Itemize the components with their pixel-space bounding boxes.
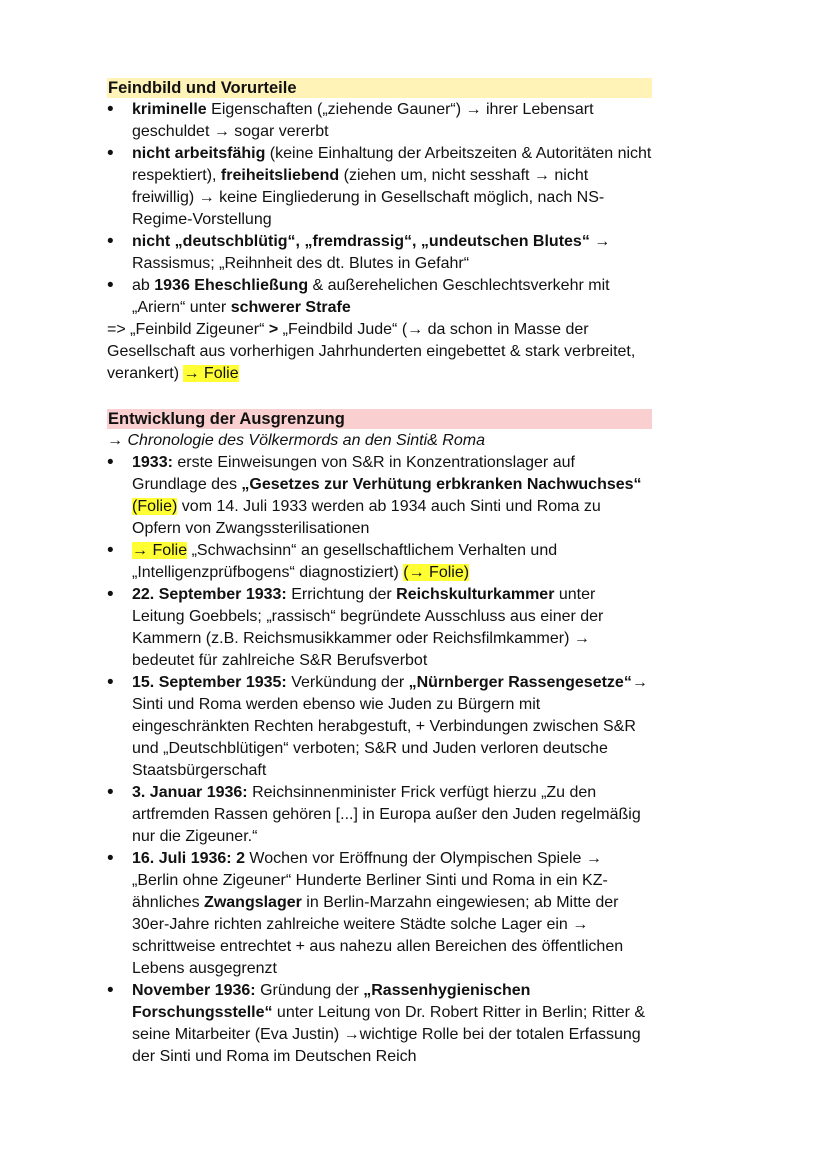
bold-text: 3. Januar 1936: (132, 784, 248, 801)
item-text: (ziehen um, nicht sesshaft → nicht freiwillig) → keine Eingliederung in Gesellschaft möglich, nach NS-Regime-Vorstellung (132, 167, 605, 228)
item-text: Errichtung der (286, 586, 397, 603)
item-text: in Berlin-Marzahn eingewiesen; ab Mitte der 30er-Jahre richten zahlreiche weitere Städte solche Lager ein → schrittweise entrechtet + aus nahezu allen Bereichen des öffentlichen Lebens ausgegrenzt (132, 894, 624, 977)
bold-text: freiheitsliebend (220, 167, 340, 184)
bold-text: schwerer Strafe (230, 299, 351, 316)
bold-text: > (268, 321, 279, 338)
bold-text: November 1936: (132, 982, 256, 999)
list-item (107, 980, 652, 1068)
bold-text: „Nürnberger Rassengesetze“ (408, 674, 632, 691)
list-item (107, 672, 652, 782)
highlight-folie: (Folie) (132, 498, 178, 515)
item-text: Wochen vor Eröffnung der Olympischen Spiele → „Berlin ohne Zigeuner“ Hunderte Berliner Sinti und Roma in ein KZ-ähnliches (132, 850, 608, 911)
item-text: Eigenschaften („ziehende Gauner“) → ihrer Lebensart geschuldet → sogar vererbt (132, 101, 594, 140)
section-ausgrenzung (107, 409, 652, 1068)
list-item (107, 584, 652, 672)
list-item (107, 452, 652, 540)
list-item (107, 848, 652, 980)
bold-text: „Gesetzes zur Verhütung erbkranken Nachwuchses“ (241, 476, 642, 493)
item-text: unter Leitung von Dr. Robert Ritter in Berlin; Ritter & seine Mitarbeiter (Eva Justin) →wichtige Rolle bei der totalen Erfassung der Sinti und Roma im Deutschen Reich (132, 1004, 646, 1065)
item-text: unter Leitung Goebbels; „rassisch“ begründete Ausschluss aus einer der Kammern (z.B. Reichsmusikkammer oder Reichsfilmkammer) → bedeutet für zahlreiche S&R Berufsverbot (132, 586, 604, 669)
section-heading: Entwicklung der Ausgrenzung (107, 409, 652, 429)
chronology-list (107, 452, 652, 1068)
section-heading: Feindbild und Vorurteile (107, 78, 652, 98)
highlight-folie: → Folie (132, 542, 188, 559)
paragraph-text: „Feindbild Jude“ (→ da schon in Masse der Gesellschaft aus vorherhigen Jahrhunderten eingebettet & stark verbreitet, verankert) (107, 321, 636, 382)
bold-text: nicht arbeitsfähig (132, 145, 266, 162)
list-item (107, 540, 652, 584)
bold-text: Zwangslager (204, 894, 302, 911)
list-item (107, 99, 652, 143)
highlight-folie: (→ Folie) (403, 564, 470, 581)
item-text: „Schwachsinn“ an gesellschaftlichem Verhalten und „Intelligenzprüfbogens“ diagnostiziert) (132, 542, 558, 581)
bold-text: 1936 Eheschließung (154, 277, 309, 294)
item-text: Reichsinnenminister Frick verfügt hierzu „Zu den artfremden Rassen gehören [...] in Europa außer den Juden regelmäßig nur die Zigeuner.“ (132, 784, 641, 845)
section-subtitle: → Chronologie des Völkermords an den Sinti& Roma (107, 432, 485, 449)
item-text: Verkündung der (286, 674, 409, 691)
bold-text: „Rassenhygienischen Forschungsstelle“ (132, 982, 531, 1021)
bold-text: 1933: (132, 454, 173, 471)
bold-text: 22. September 1933: (132, 586, 287, 603)
list-item (107, 143, 652, 231)
bold-text: nicht „deutschblütig“, „fremdrassig“, „undeutschen Blutes“ (132, 233, 590, 250)
item-text: & außerehelichen Geschlechtsverkehr mit „Ariern“ unter (132, 277, 610, 316)
bold-text: Reichskulturkammer (396, 586, 555, 603)
paragraph-text: => „Feinbild Zigeuner“ (107, 321, 269, 338)
list-item (107, 231, 652, 275)
bold-text: kriminelle (132, 101, 207, 118)
highlight-folie: → Folie (183, 365, 239, 382)
item-text: vom 14. Juli 1933 werden ab 1934 auch Sinti und Roma zu Opfern von Zwangssterilisationen (132, 498, 601, 537)
item-text: ab (132, 277, 155, 294)
item-text: erste Einweisungen von S&R in Konzentrationslager auf Grundlage des (132, 454, 575, 493)
item-text: → Sinti und Roma werden ebenso wie Juden zu Bürgern mit eingeschränkten Rechten herabgestuft, + Verbindungen zwischen S&R und „Deutschblütigen“ verboten; S&R und Juden verloren deutsche Staatsbürgerschaft (132, 674, 648, 779)
item-text: → Rassismus; „Reihnheit des dt. Blutes in Gefahr“ (132, 233, 611, 272)
bold-text: 16. Juli 1936: 2 (132, 850, 245, 867)
item-text: Gründung der (255, 982, 364, 999)
list-item (107, 275, 652, 319)
list-item (107, 782, 652, 848)
section-feindbild (107, 78, 652, 385)
bold-text: 15. September 1935: (132, 674, 287, 691)
bullet-list (107, 99, 652, 319)
item-text: (keine Einhaltung der Arbeitszeiten & Autoritäten nicht respektiert), (132, 145, 652, 184)
conclusion-paragraph (107, 319, 652, 385)
